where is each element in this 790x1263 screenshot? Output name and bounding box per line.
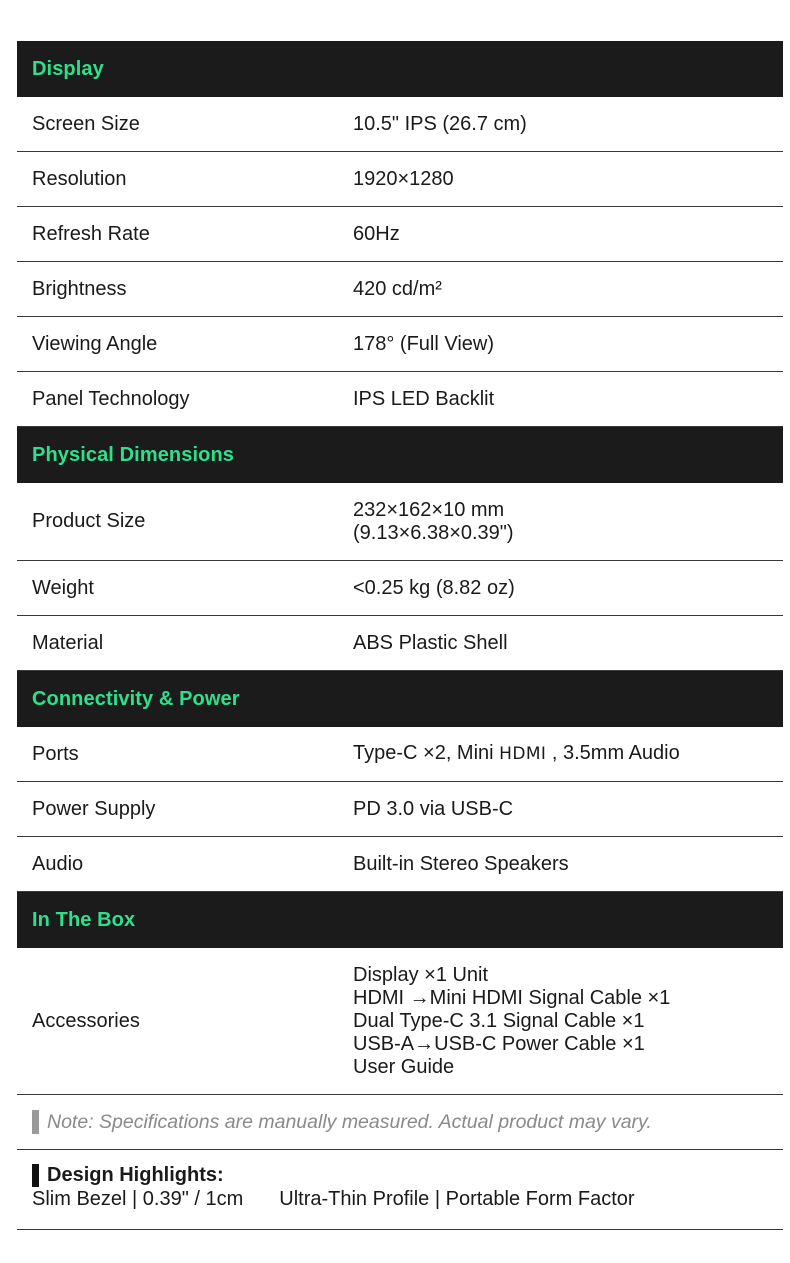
spec-value bbox=[353, 168, 783, 191]
note-text: Note: Specifications are manually measured. Actual product may vary. bbox=[47, 1110, 652, 1133]
spec-row-ports bbox=[17, 727, 783, 782]
spec-value bbox=[353, 113, 783, 136]
section-header-connectivity-power bbox=[17, 671, 783, 727]
spec-row-product-size bbox=[17, 483, 783, 561]
spec-row-weight bbox=[17, 561, 783, 616]
spec-value-line: 178° (Full View) bbox=[353, 332, 495, 355]
spec-row-material bbox=[17, 616, 783, 671]
section-title: In The Box bbox=[32, 908, 136, 931]
section-header-physical-dimensions bbox=[17, 427, 783, 483]
spec-value-line bbox=[353, 742, 783, 766]
spec-row-screen-size bbox=[17, 97, 783, 152]
spec-value-line: USB-A→USB-C Power Cable ×1 bbox=[353, 1032, 645, 1055]
highlights-left: Slim Bezel | 0.39" / 1cm bbox=[32, 1188, 244, 1210]
highlights-title-row bbox=[32, 1164, 783, 1187]
spec-value-line: 232×162×10 mm bbox=[353, 498, 505, 521]
spec-label: Viewing Angle bbox=[32, 332, 158, 355]
spec-label: Screen Size bbox=[32, 112, 140, 135]
highlights-bar bbox=[32, 1164, 39, 1187]
specifications-note bbox=[17, 1095, 783, 1150]
spec-value-line: Dual Type-C 3.1 Signal Cable ×1 bbox=[353, 1009, 645, 1032]
spec-value-line: Built-in Stereo Speakers bbox=[353, 852, 569, 875]
spec-value-line: User Guide bbox=[353, 1055, 455, 1078]
section-title: Physical Dimensions bbox=[32, 443, 234, 466]
spec-value bbox=[353, 278, 783, 301]
section-header-display bbox=[17, 41, 783, 97]
spec-label: Refresh Rate bbox=[32, 222, 150, 245]
spec-label: Accessories bbox=[32, 1009, 140, 1032]
spec-value bbox=[353, 964, 783, 1079]
spec-value-part: , 3.5mm Audio bbox=[546, 742, 680, 764]
section-header-in-the-box bbox=[17, 892, 783, 948]
spec-value bbox=[353, 853, 783, 876]
spec-value-line: 420 cd/m² bbox=[353, 277, 442, 300]
spec-value bbox=[353, 499, 783, 545]
section-title: Display bbox=[32, 57, 104, 80]
highlights-body bbox=[32, 1188, 783, 1211]
spec-value bbox=[353, 798, 783, 821]
highlights-right: Ultra-Thin Profile | Portable Form Factor bbox=[279, 1188, 635, 1210]
spec-label: Audio bbox=[32, 852, 84, 875]
spec-label: Product Size bbox=[32, 510, 146, 532]
spec-value-part: HDMI bbox=[499, 744, 547, 764]
spec-value bbox=[353, 388, 783, 411]
spec-sheet bbox=[17, 41, 783, 1230]
spec-value bbox=[353, 577, 783, 600]
spec-label: Ports bbox=[32, 742, 79, 765]
spec-row-accessories bbox=[17, 948, 783, 1095]
spec-label: Power Supply bbox=[32, 797, 156, 820]
spec-row-panel-technology bbox=[17, 372, 783, 427]
spec-value bbox=[353, 632, 783, 655]
spec-value-line: IPS LED Backlit bbox=[353, 387, 495, 410]
spec-value-line: <0.25 kg (8.82 oz) bbox=[353, 576, 515, 599]
spec-label: Material bbox=[32, 631, 104, 654]
highlights-title: Design Highlights: bbox=[47, 1164, 224, 1186]
spec-label: Resolution bbox=[32, 167, 127, 190]
spec-row-power-supply bbox=[17, 782, 783, 837]
spec-row-viewing-angle bbox=[17, 317, 783, 372]
spec-label: Weight bbox=[32, 576, 94, 599]
spec-value-part: Type-C ×2, Mini bbox=[353, 742, 500, 764]
spec-value-line: 60Hz bbox=[353, 222, 400, 245]
spec-value-line: (9.13×6.38×0.39") bbox=[353, 521, 514, 544]
spec-value-line: 10.5" IPS (26.7 cm) bbox=[353, 112, 527, 135]
spec-value-line: 1920×1280 bbox=[353, 167, 454, 190]
design-highlights bbox=[17, 1150, 783, 1230]
spec-value bbox=[353, 742, 783, 766]
spec-value bbox=[353, 223, 783, 246]
spec-label: Panel Technology bbox=[32, 387, 190, 410]
spec-value-line: Display ×1 Unit bbox=[353, 963, 489, 986]
spec-row-brightness bbox=[17, 262, 783, 317]
spec-row-audio bbox=[17, 837, 783, 892]
spec-value bbox=[353, 333, 783, 356]
spec-value-line: ABS Plastic Shell bbox=[353, 631, 508, 654]
note-bar bbox=[32, 1110, 39, 1134]
spec-row-resolution bbox=[17, 152, 783, 207]
spec-row-refresh-rate bbox=[17, 207, 783, 262]
spec-value-line: PD 3.0 via USB-C bbox=[353, 797, 514, 820]
spec-label: Brightness bbox=[32, 277, 127, 300]
spec-value-line: HDMI →Mini HDMI Signal Cable ×1 bbox=[353, 986, 671, 1009]
section-title: Connectivity & Power bbox=[32, 687, 240, 710]
